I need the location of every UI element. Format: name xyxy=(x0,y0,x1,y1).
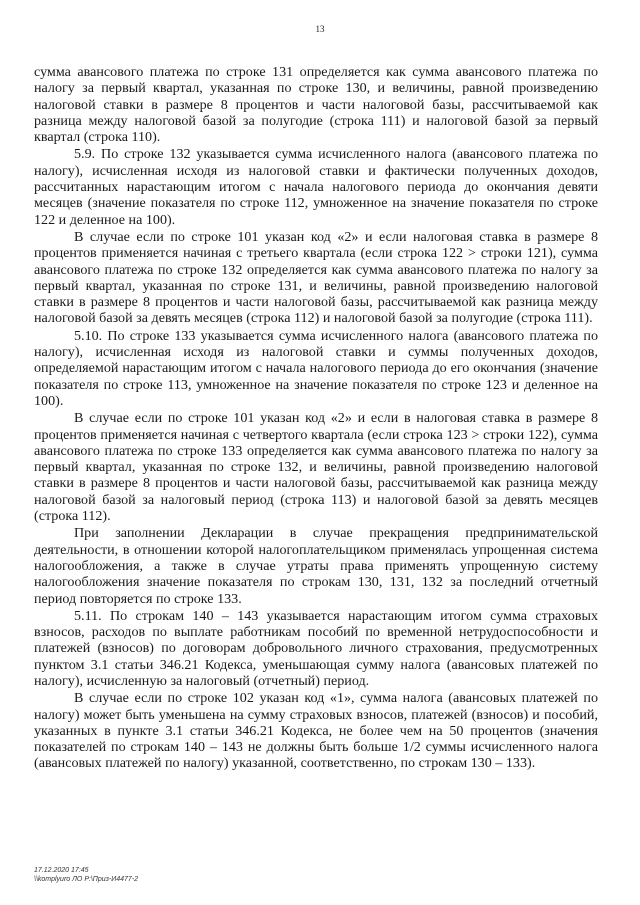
paragraph: При заполнении Декларации в случае прекращения предпринимательской деятельности, в отношении которой налогоплательщиком применялась упрощенная система налогообложения, а также в случае утраты права применять упрощенную систему налогообложения значение показателя по строкам 130, 131, 132 за последний отчетный период повторяется по строке 133. xyxy=(34,525,598,607)
paragraph: сумма авансового платежа по строке 131 определяется как сумма авансового платежа по налогу за первый квартал, указанная по строке 130, и величины, равной произведению налоговой ставки в размере 8 процентов и части налоговой базы, рассчитываемой как разница между налоговой базой за полугодие (строка 111) и налоговой базой за первый квартал (строка 110). xyxy=(34,64,598,146)
paragraph: В случае если по строке 101 указан код «2» и если налоговая ставка в размере 8 процентов применяется начиная с третьего квартала (если строка 122 > строки 121), сумма авансового платежа по строке 132 определяется как сумма авансового платежа по налогу за первый квартал, указанная по строке 131, и величины, равной произведению налоговой ставки в размере 8 процентов и части налоговой базы, рассчитываемой как разница между налоговой базой за девять месяцев (строка 112) и налоговой базой за полугодие (строка 111). xyxy=(34,228,598,327)
page-number: 13 xyxy=(315,24,325,34)
document-footer xyxy=(34,866,138,884)
document-body xyxy=(34,64,598,772)
paragraph: В случае если по строке 101 указан код «2» и если в налоговая ставка в размере 8 процентов применяется начиная с четвертого квартала (если строка 123 > строки 122), сумма авансового платежа по строке 133 определяется как сумма авансового платежа по налогу за первый квартал, указанная по строке 132, и величины, равной произведению налоговой ставки в размере 8 процентов и части налоговой базы, рассчитываемой как разница между налоговой базой за налоговый период (строка 113) и налоговой базой за девять месяцев (строка 112). xyxy=(34,410,598,525)
paragraph: 5.11. По строкам 140 – 143 указывается нарастающим итогом сумма страховых взносов, расходов по выплате работникам пособий по временной нетрудоспособности и платежей (взносов) по договорам добровольного личного страхования, предусмотренных пунктом 3.1 статьи 346.21 Кодекса, уменьшающая сумму налога (авансовых платежей по налогу), исчисленную за налоговый (отчетный) период. xyxy=(34,607,598,689)
paragraph: 5.9. По строке 132 указывается сумма исчисленного налога (авансового платежа по налогу), исчисленная исходя из налоговой ставки и фактически полученных доходов, рассчитанных нарастающим итогом с начала налогового периода до окончания девяти месяцев (значение показателя по строке 112, умноженное на значение показателя по строке 122 и деленное на 100). xyxy=(34,146,598,228)
paragraph: В случае если по строке 102 указан код «1», сумма налога (авансовых платежей по налогу) может быть уменьшена на сумму страховых взносов, платежей (взносов) и пособий, указанных в пункте 3.1 статьи 346.21 Кодекса, не более чем на 50 процентов (значения показателей по строкам 140 – 143 не должны быть больше 1/2 суммы исчисленного налога (авансовых платежей по налогу) указанной, соответственно, по строкам 130 – 133). xyxy=(34,690,598,772)
paragraph: 5.10. По строке 133 указывается сумма исчисленного налога (авансового платежа по налогу), исчисленная исходя из налоговой ставки и суммы полученных доходов, определяемой нарастающим итогом с начала налогового периода до его окончания (значение показателя по строке 113, умноженное на значение показателя по строке 123 и деленное на 100). xyxy=(34,327,598,409)
footer-timestamp: 17.12.2020 17:45 xyxy=(34,867,89,874)
footer-file-path: \\komplyuro ЛО Р:\Приз-И4477-2 xyxy=(34,876,139,883)
